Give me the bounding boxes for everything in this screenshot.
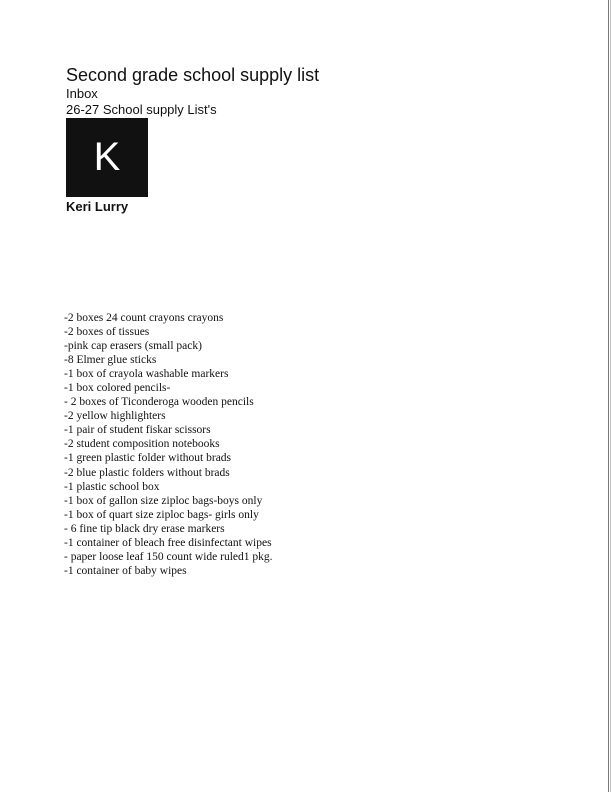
list-item: -1 box of crayola washable markers xyxy=(64,368,229,381)
list-item: -1 pair of student fiskar scissors xyxy=(64,424,211,437)
list-item: -1 container of baby wipes xyxy=(64,564,187,577)
list-item: - 6 fine tip black dry erase markers xyxy=(64,522,225,535)
list-item: -2 yellow highlighters xyxy=(64,410,166,423)
email-header xyxy=(66,64,546,118)
scan-border-line-secondary xyxy=(610,0,611,792)
list-item: - 2 boxes of Ticonderoga wooden pencils xyxy=(64,396,254,409)
thread-title: 26-27 School supply List's xyxy=(66,102,217,117)
list-item: -2 boxes 24 count crayons crayons xyxy=(64,312,224,324)
list-item: -pink cap erasers (small pack) xyxy=(64,340,202,353)
list-item: -2 boxes of tissues xyxy=(64,326,150,339)
email-subject: Second grade school supply list xyxy=(66,65,320,85)
list-item: -1 box of gallon size ziploc bags-boys only xyxy=(64,494,263,507)
list-item: -1 box colored pencils- xyxy=(64,382,171,395)
sender-name: Keri Lurry xyxy=(66,199,129,214)
list-item: -2 blue plastic folders without brads xyxy=(64,466,230,479)
supply-list xyxy=(64,311,273,578)
scan-border-line xyxy=(608,0,609,792)
list-item: -8 Elmer glue sticks xyxy=(64,354,157,367)
list-item: -2 student composition notebooks xyxy=(64,438,220,451)
list-item: -1 box of quart size ziploc bags- girls only xyxy=(64,508,259,521)
avatar: K xyxy=(66,118,148,197)
folder-label-inbox: Inbox xyxy=(66,86,98,101)
list-item: - paper loose leaf 150 count wide ruled1 pkg. xyxy=(64,550,273,563)
list-item: -1 plastic school box xyxy=(64,480,160,493)
list-item: -1 green plastic folder without brads xyxy=(64,452,232,465)
list-item: -1 container of bleach free disinfectant wipes xyxy=(64,536,272,549)
